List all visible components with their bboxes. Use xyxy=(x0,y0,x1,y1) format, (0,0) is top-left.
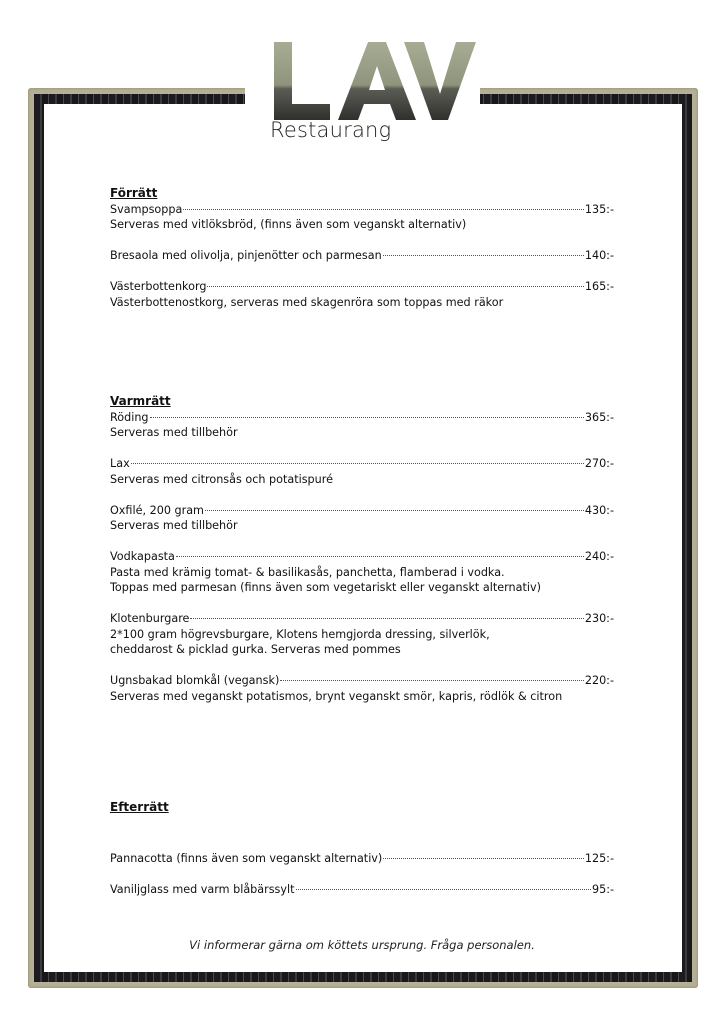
menu-item-price: 125:- xyxy=(584,851,614,865)
menu-item-price: 430:- xyxy=(584,503,614,517)
menu-item xyxy=(110,248,614,264)
logo-letter-l xyxy=(274,42,330,120)
menu-item-name: Västerbottenkorg xyxy=(110,280,207,293)
menu-item-price: 95:- xyxy=(591,882,614,896)
logo-letter-v xyxy=(404,42,476,120)
footer-note: Vi informerar gärna om köttets ursprung. Fråga personalen. xyxy=(189,938,535,952)
menu-item-description: Serveras med citronsås och potatispuré xyxy=(110,472,333,486)
menu-item xyxy=(110,673,614,704)
menu-item-description: Serveras med tillbehör xyxy=(110,426,238,439)
logo-lettering xyxy=(268,38,478,120)
menu-item-name: Röding xyxy=(110,410,149,424)
menu-item-name: Vodkapasta xyxy=(110,550,175,563)
menu-item-name: Klotenburgare xyxy=(110,612,190,625)
menu-item-description: Serveras med tillbehör xyxy=(110,519,238,532)
menu-item xyxy=(110,279,614,310)
menu-item-price: 165:- xyxy=(584,280,614,293)
menu-item xyxy=(110,882,614,898)
logo-subtitle: Restaurang xyxy=(270,118,392,142)
dot-leader xyxy=(131,463,584,464)
menu-item xyxy=(110,549,614,596)
menu-item-description: Toppas med parmesan (finns även som vegetariskt eller veganskt alternativ) xyxy=(110,581,541,594)
menu-item-name: Lax xyxy=(110,457,130,470)
dot-leader xyxy=(280,680,584,681)
menu-item-name: Vaniljglass med varm blåbärssylt xyxy=(110,882,295,896)
menu-item-name: Ugnsbakad blomkål (vegansk) xyxy=(110,674,280,687)
menu-item-name: Pannacotta (finns även som veganskt alternativ) xyxy=(110,851,383,865)
dot-leader xyxy=(207,286,583,287)
dot-leader xyxy=(383,255,584,256)
menu-item-description: 2*100 gram högrevsburgare, Klotens hemgjorda dressing, silverlök, xyxy=(110,627,490,641)
dot-leader xyxy=(296,889,591,890)
menu-item xyxy=(110,851,614,867)
menu-item-description: Västerbottenostkorg, serveras med skagenröra som toppas med räkor xyxy=(110,295,504,309)
menu-item-description: Pasta med krämig tomat- & basilikasås, panchetta, flamberad i vodka. xyxy=(110,565,505,579)
restaurant-logo xyxy=(268,38,478,120)
menu-item-line xyxy=(110,503,614,519)
dot-leader xyxy=(183,209,584,210)
menu-item-line xyxy=(110,202,614,218)
menu-item-price: 220:- xyxy=(584,674,614,687)
dot-leader xyxy=(205,510,584,511)
menu-item-description: cheddarost & picklad gurka. Serveras med pommes xyxy=(110,643,401,656)
menu-item xyxy=(110,456,614,487)
menu-item xyxy=(110,410,614,441)
section-title: Efterrätt xyxy=(110,800,169,814)
menu-item-price: 135:- xyxy=(584,202,614,216)
logo-letter-a xyxy=(338,42,416,120)
menu-item xyxy=(110,503,614,534)
menu-item-name: Oxfilé, 200 gram xyxy=(110,503,204,517)
menu-item-name: Bresaola med olivolja, pinjenötter och parmesan xyxy=(110,249,382,262)
menu-item-line xyxy=(110,673,614,689)
menu-section xyxy=(110,800,614,897)
menu-item-name: Svampsoppa xyxy=(110,202,183,216)
menu-item-line xyxy=(110,248,614,264)
section-title: Varmrätt xyxy=(110,394,171,408)
section-title: Förrätt xyxy=(110,186,158,200)
menu-item-description: Serveras med veganskt potatismos, brynt veganskt smör, kapris, rödlök & citron xyxy=(110,689,563,703)
menu-section xyxy=(110,394,614,704)
menu-item-price: 365:- xyxy=(584,410,614,424)
dot-leader xyxy=(383,858,584,859)
dot-leader xyxy=(190,618,583,619)
menu-item-price: 230:- xyxy=(584,612,614,625)
menu-item-price: 240:- xyxy=(584,550,614,563)
menu-item-line xyxy=(110,851,614,867)
menu-item-line xyxy=(110,279,614,295)
menu-item-price: 270:- xyxy=(584,457,614,470)
menu-item-line xyxy=(110,611,614,627)
menu-item-description: Serveras med vitlöksbröd, (finns även som veganskt alternativ) xyxy=(110,218,467,231)
menu-section xyxy=(110,186,614,310)
menu-item-line xyxy=(110,549,614,565)
menu-item xyxy=(110,202,614,233)
dot-leader xyxy=(176,556,584,557)
menu-item-line xyxy=(110,456,614,472)
menu-item-line xyxy=(110,410,614,426)
menu-item-price: 140:- xyxy=(584,249,614,262)
menu-item-line xyxy=(110,882,614,898)
dot-leader xyxy=(150,417,584,418)
menu-item xyxy=(110,611,614,658)
